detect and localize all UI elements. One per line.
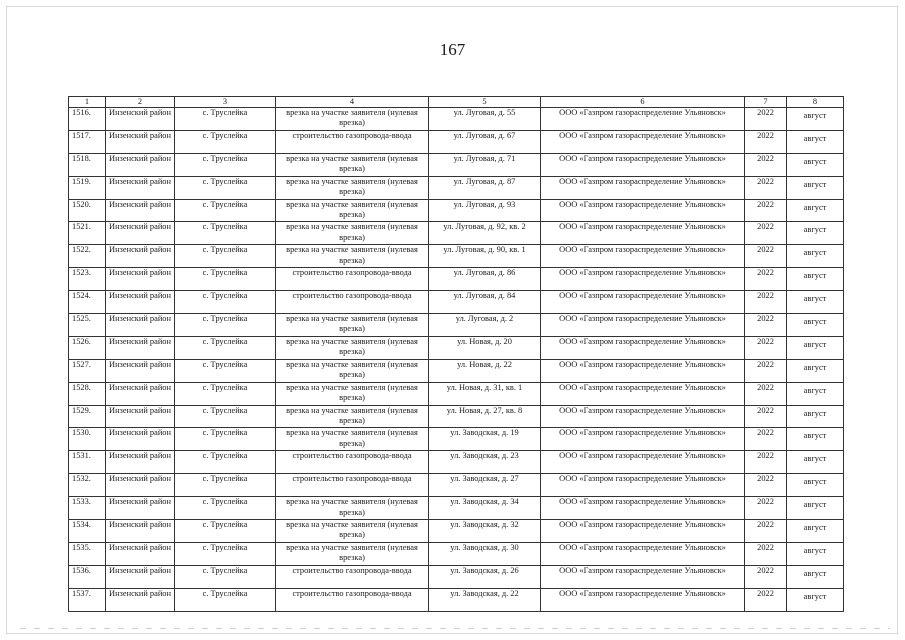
address-cell: ул. Луговая, д. 90, кв. 1 [429,245,541,268]
column-header: 7 [745,97,787,108]
year-cell: 2022 [745,359,787,382]
address-cell: ул. Заводская, д. 32 [429,520,541,543]
district-cell: Инзенский район [106,474,175,497]
year-cell: 2022 [745,291,787,314]
organization-cell: ООО «Газпром газораспределение Ульяновск» [541,314,745,337]
table-row [69,474,844,497]
work-type-cell: врезка на участке заявителя (нулевая врезка) [276,542,429,565]
year-cell: 2022 [745,176,787,199]
address-cell: ул. Новая, д. 27, кв. 8 [429,405,541,428]
organization-cell: ООО «Газпром газораспределение Ульяновск» [541,382,745,405]
month-cell: август [787,222,844,245]
year-cell: 2022 [745,222,787,245]
month-cell: август [787,176,844,199]
month-cell: август [787,268,844,291]
month-cell: август [787,565,844,588]
organization-cell: ООО «Газпром газораспределение Ульяновск» [541,268,745,291]
header-row [69,97,844,108]
organization-cell: ООО «Газпром газораспределение Ульяновск» [541,405,745,428]
address-cell: ул. Заводская, д. 30 [429,542,541,565]
column-header: 1 [69,97,106,108]
address-cell: ул. Новая, д. 31, кв. 1 [429,382,541,405]
work-type-cell: строительство газопровода-ввода [276,268,429,291]
month-cell: август [787,245,844,268]
organization-cell: ООО «Газпром газораспределение Ульяновск» [541,153,745,176]
month-cell: август [787,314,844,337]
district-cell: Инзенский район [106,199,175,222]
work-type-cell: врезка на участке заявителя (нулевая врезка) [276,222,429,245]
table-row [69,291,844,314]
work-type-cell: врезка на участке заявителя (нулевая врезка) [276,336,429,359]
row-number-cell: 1525. [69,314,106,337]
year-cell: 2022 [745,382,787,405]
village-cell: с. Труслейка [175,108,276,131]
work-type-cell: врезка на участке заявителя (нулевая врезка) [276,245,429,268]
row-number-cell: 1536. [69,565,106,588]
table-row [69,153,844,176]
village-cell: с. Труслейка [175,497,276,520]
row-number-cell: 1531. [69,451,106,474]
page-number: 167 [439,40,466,59]
year-cell: 2022 [745,520,787,543]
month-cell: август [787,588,844,611]
village-cell: с. Труслейка [175,428,276,451]
organization-cell: ООО «Газпром газораспределение Ульяновск» [541,520,745,543]
month-cell: август [787,359,844,382]
district-cell: Инзенский район [106,245,175,268]
table-row [69,245,844,268]
work-type-cell: строительство газопровода-ввода [276,451,429,474]
district-cell: Инзенский район [106,222,175,245]
village-cell: с. Труслейка [175,542,276,565]
row-number-cell: 1520. [69,199,106,222]
organization-cell: ООО «Газпром газораспределение Ульяновск» [541,176,745,199]
district-cell: Инзенский район [106,588,175,611]
work-type-cell: врезка на участке заявителя (нулевая врезка) [276,497,429,520]
work-type-cell: врезка на участке заявителя (нулевая врезка) [276,153,429,176]
district-cell: Инзенский район [106,176,175,199]
year-cell: 2022 [745,497,787,520]
month-cell: август [787,405,844,428]
village-cell: с. Труслейка [175,588,276,611]
organization-cell: ООО «Газпром газораспределение Ульяновск» [541,474,745,497]
organization-cell: ООО «Газпром газораспределение Ульяновск» [541,497,745,520]
work-type-cell: строительство газопровода-ввода [276,291,429,314]
row-number-cell: 1535. [69,542,106,565]
month-cell: август [787,153,844,176]
month-cell: август [787,520,844,543]
year-cell: 2022 [745,405,787,428]
table-body [69,108,844,612]
row-number-cell: 1527. [69,359,106,382]
work-type-cell: врезка на участке заявителя (нулевая врезка) [276,359,429,382]
month-cell: август [787,428,844,451]
organization-cell: ООО «Газпром газораспределение Ульяновск» [541,199,745,222]
scan-artifact [20,628,890,629]
address-cell: ул. Луговая, д. 87 [429,176,541,199]
address-cell: ул. Заводская, д. 22 [429,588,541,611]
month-cell: август [787,336,844,359]
work-type-cell: врезка на участке заявителя (нулевая врезка) [276,428,429,451]
row-number-cell: 1529. [69,405,106,428]
table-row [69,336,844,359]
village-cell: с. Труслейка [175,176,276,199]
year-cell: 2022 [745,199,787,222]
district-cell: Инзенский район [106,428,175,451]
month-cell: август [787,199,844,222]
work-type-cell: врезка на участке заявителя (нулевая врезка) [276,405,429,428]
work-type-cell: врезка на участке заявителя (нулевая врезка) [276,176,429,199]
table-row [69,268,844,291]
organization-cell: ООО «Газпром газораспределение Ульяновск» [541,336,745,359]
table-row [69,588,844,611]
year-cell: 2022 [745,130,787,153]
district-cell: Инзенский район [106,405,175,428]
table-row [69,359,844,382]
gasification-table [68,96,844,612]
table-row [69,497,844,520]
year-cell: 2022 [745,336,787,359]
work-type-cell: строительство газопровода-ввода [276,565,429,588]
district-cell: Инзенский район [106,268,175,291]
address-cell: ул. Луговая, д. 86 [429,268,541,291]
district-cell: Инзенский район [106,130,175,153]
row-number-cell: 1533. [69,497,106,520]
district-cell: Инзенский район [106,565,175,588]
row-number-cell: 1532. [69,474,106,497]
year-cell: 2022 [745,108,787,131]
district-cell: Инзенский район [106,359,175,382]
district-cell: Инзенский район [106,451,175,474]
address-cell: ул. Заводская, д. 26 [429,565,541,588]
village-cell: с. Труслейка [175,291,276,314]
table-row [69,314,844,337]
row-number-cell: 1537. [69,588,106,611]
organization-cell: ООО «Газпром газораспределение Ульяновск» [541,245,745,268]
year-cell: 2022 [745,565,787,588]
table-row [69,222,844,245]
address-cell: ул. Заводская, д. 19 [429,428,541,451]
year-cell: 2022 [745,588,787,611]
village-cell: с. Труслейка [175,336,276,359]
village-cell: с. Труслейка [175,268,276,291]
column-header: 5 [429,97,541,108]
year-cell: 2022 [745,314,787,337]
village-cell: с. Труслейка [175,405,276,428]
column-header: 2 [106,97,175,108]
table-row [69,520,844,543]
year-cell: 2022 [745,245,787,268]
table-row [69,176,844,199]
month-cell: август [787,474,844,497]
address-cell: ул. Новая, д. 22 [429,359,541,382]
district-cell: Инзенский район [106,497,175,520]
address-cell: ул. Луговая, д. 2 [429,314,541,337]
organization-cell: ООО «Газпром газораспределение Ульяновск» [541,222,745,245]
work-type-cell: врезка на участке заявителя (нулевая врезка) [276,108,429,131]
row-number-cell: 1518. [69,153,106,176]
district-cell: Инзенский район [106,382,175,405]
month-cell: август [787,451,844,474]
village-cell: с. Труслейка [175,451,276,474]
work-type-cell: врезка на участке заявителя (нулевая врезка) [276,314,429,337]
work-type-cell: строительство газопровода-ввода [276,474,429,497]
organization-cell: ООО «Газпром газораспределение Ульяновск» [541,108,745,131]
village-cell: с. Труслейка [175,222,276,245]
village-cell: с. Труслейка [175,199,276,222]
year-cell: 2022 [745,428,787,451]
table-row [69,565,844,588]
village-cell: с. Труслейка [175,314,276,337]
district-cell: Инзенский район [106,108,175,131]
month-cell: август [787,497,844,520]
district-cell: Инзенский район [106,542,175,565]
table-row [69,130,844,153]
column-header: 8 [787,97,844,108]
address-cell: ул. Луговая, д. 84 [429,291,541,314]
year-cell: 2022 [745,542,787,565]
work-type-cell: врезка на участке заявителя (нулевая врезка) [276,520,429,543]
table-row [69,108,844,131]
column-header: 4 [276,97,429,108]
address-cell: ул. Новая, д. 20 [429,336,541,359]
table-row [69,542,844,565]
row-number-cell: 1517. [69,130,106,153]
table-row [69,428,844,451]
organization-cell: ООО «Газпром газораспределение Ульяновск» [541,451,745,474]
organization-cell: ООО «Газпром газораспределение Ульяновск» [541,359,745,382]
row-number-cell: 1522. [69,245,106,268]
year-cell: 2022 [745,268,787,291]
work-type-cell: врезка на участке заявителя (нулевая врезка) [276,199,429,222]
district-cell: Инзенский район [106,314,175,337]
village-cell: с. Труслейка [175,245,276,268]
village-cell: с. Труслейка [175,359,276,382]
address-cell: ул. Луговая, д. 55 [429,108,541,131]
organization-cell: ООО «Газпром газораспределение Ульяновск» [541,130,745,153]
table-row [69,382,844,405]
organization-cell: ООО «Газпром газораспределение Ульяновск» [541,565,745,588]
work-type-cell: строительство газопровода-ввода [276,130,429,153]
year-cell: 2022 [745,153,787,176]
address-cell: ул. Заводская, д. 27 [429,474,541,497]
village-cell: с. Труслейка [175,130,276,153]
address-cell: ул. Заводская, д. 23 [429,451,541,474]
village-cell: с. Труслейка [175,153,276,176]
district-cell: Инзенский район [106,520,175,543]
village-cell: с. Труслейка [175,520,276,543]
row-number-cell: 1523. [69,268,106,291]
column-header: 6 [541,97,745,108]
address-cell: ул. Луговая, д. 93 [429,199,541,222]
organization-cell: ООО «Газпром газораспределение Ульяновск» [541,542,745,565]
work-type-cell: врезка на участке заявителя (нулевая врезка) [276,382,429,405]
month-cell: август [787,130,844,153]
year-cell: 2022 [745,451,787,474]
row-number-cell: 1516. [69,108,106,131]
month-cell: август [787,291,844,314]
row-number-cell: 1521. [69,222,106,245]
table-row [69,199,844,222]
district-cell: Инзенский район [106,153,175,176]
row-number-cell: 1528. [69,382,106,405]
row-number-cell: 1534. [69,520,106,543]
organization-cell: ООО «Газпром газораспределение Ульяновск» [541,291,745,314]
address-cell: ул. Луговая, д. 67 [429,130,541,153]
address-cell: ул. Заводская, д. 34 [429,497,541,520]
table-row [69,451,844,474]
row-number-cell: 1530. [69,428,106,451]
village-cell: с. Труслейка [175,382,276,405]
district-cell: Инзенский район [106,336,175,359]
address-cell: ул. Луговая, д. 71 [429,153,541,176]
row-number-cell: 1526. [69,336,106,359]
village-cell: с. Труслейка [175,474,276,497]
work-type-cell: строительство газопровода-ввода [276,588,429,611]
address-cell: ул. Луговая, д. 92, кв. 2 [429,222,541,245]
month-cell: август [787,382,844,405]
organization-cell: ООО «Газпром газораспределение Ульяновск» [541,588,745,611]
row-number-cell: 1519. [69,176,106,199]
village-cell: с. Труслейка [175,565,276,588]
column-header: 3 [175,97,276,108]
table-row [69,405,844,428]
month-cell: август [787,108,844,131]
row-number-cell: 1524. [69,291,106,314]
month-cell: август [787,542,844,565]
organization-cell: ООО «Газпром газораспределение Ульяновск» [541,428,745,451]
year-cell: 2022 [745,474,787,497]
district-cell: Инзенский район [106,291,175,314]
